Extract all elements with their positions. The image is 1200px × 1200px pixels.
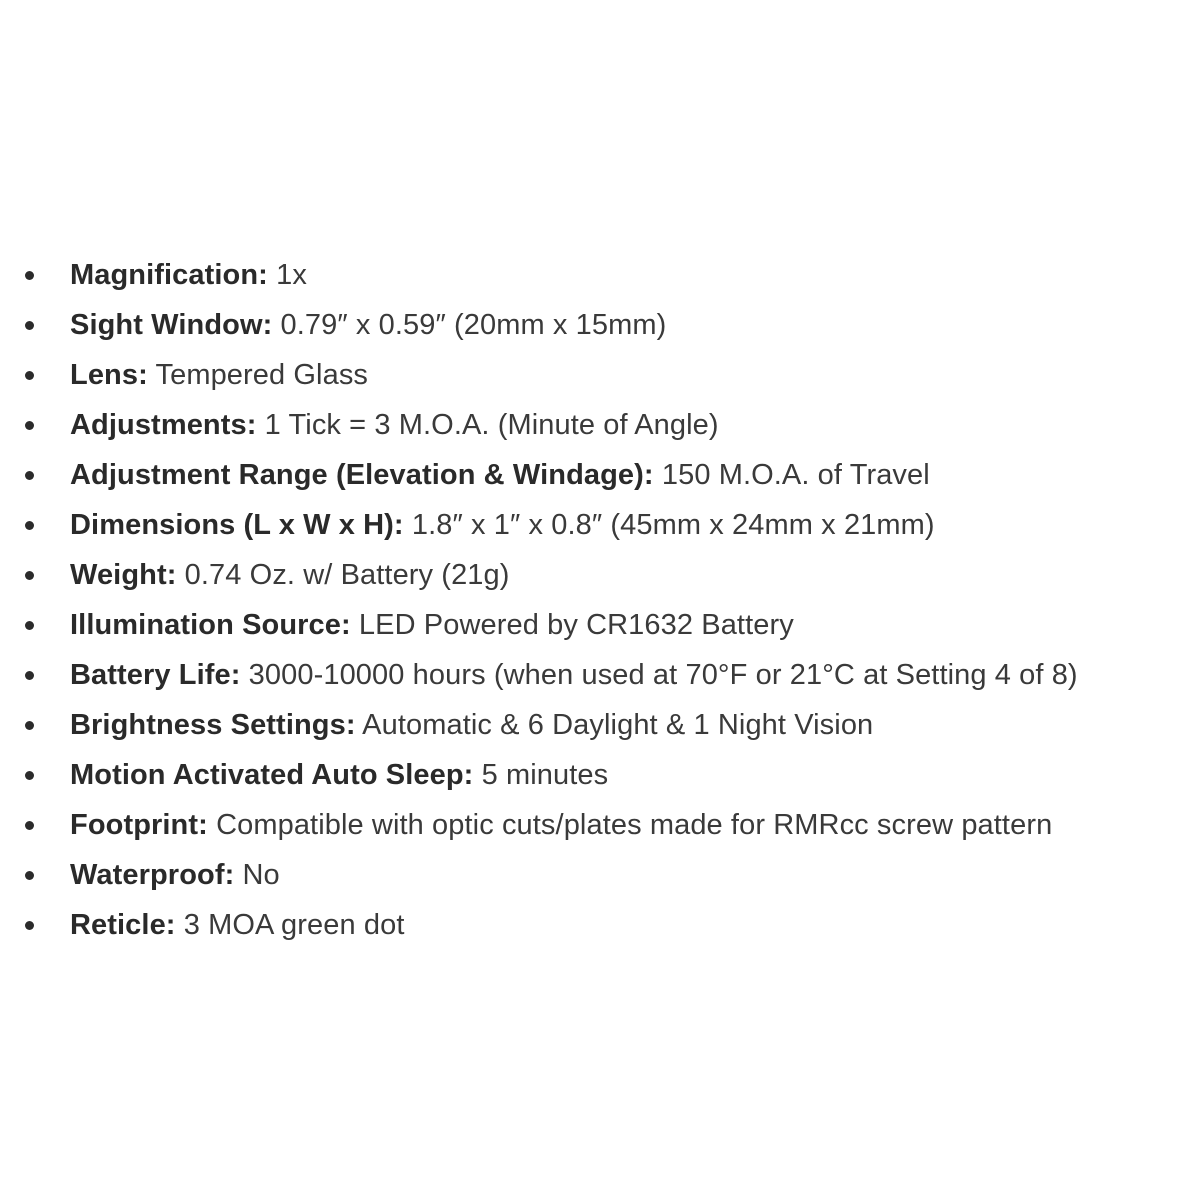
- spec-value: 1.8″ x 1″ x 0.8″ (45mm x 24mm x 21mm): [411, 509, 935, 541]
- spec-item-footprint: [0, 800, 1078, 850]
- spec-label: Adjustments:: [70, 409, 257, 441]
- spec-label: Footprint:: [70, 809, 208, 841]
- bullet-icon: [25, 671, 34, 680]
- bullet-icon: [25, 871, 34, 880]
- spec-value: 3000-10000 hours (when used at 70°F or 21°C at Setting 4 of 8): [248, 659, 1078, 691]
- bullet-icon: [25, 371, 34, 380]
- spec-item-adjustment-range: [0, 450, 1078, 500]
- spec-label: Lens:: [70, 359, 148, 391]
- bullet-icon: [25, 921, 34, 930]
- spec-value: 0.79″ x 0.59″ (20mm x 15mm): [280, 309, 667, 341]
- spec-label: Weight:: [70, 559, 177, 591]
- spec-item-weight: [0, 550, 1078, 600]
- spec-value: Automatic & 6 Daylight & 1 Night Vision: [362, 709, 874, 741]
- bullet-icon: [25, 471, 34, 480]
- spec-value: 150 M.O.A. of Travel: [661, 459, 930, 491]
- bullet-icon: [25, 621, 34, 630]
- spec-item-auto-sleep: [0, 750, 1078, 800]
- spec-item-lens: [0, 350, 1078, 400]
- spec-label: Magnification:: [70, 259, 268, 291]
- spec-item-illumination-source: [0, 600, 1078, 650]
- spec-label: Adjustment Range (Elevation & Windage):: [70, 459, 654, 491]
- spec-item-battery-life: [0, 650, 1078, 700]
- spec-item-reticle: [0, 900, 1078, 950]
- spec-list: [0, 250, 1078, 950]
- spec-item-waterproof: [0, 850, 1078, 900]
- spec-value: Compatible with optic cuts/plates made for RMRcc screw pattern: [216, 809, 1053, 841]
- bullet-icon: [25, 821, 34, 830]
- bullet-icon: [25, 271, 34, 280]
- spec-label: Sight Window:: [70, 309, 273, 341]
- spec-value: 1 Tick = 3 M.O.A. (Minute of Angle): [264, 409, 719, 441]
- spec-value: LED Powered by CR1632 Battery: [358, 609, 794, 641]
- spec-value: 0.74 Oz. w/ Battery (21g): [184, 559, 510, 591]
- bullet-icon: [25, 721, 34, 730]
- spec-value: Tempered Glass: [155, 359, 369, 391]
- spec-value: No: [242, 859, 280, 891]
- spec-label: Illumination Source:: [70, 609, 351, 641]
- spec-value: 1x: [276, 259, 307, 291]
- spec-value: 5 minutes: [481, 759, 609, 791]
- spec-label: Reticle:: [70, 909, 176, 941]
- spec-item-brightness-settings: [0, 700, 1078, 750]
- bullet-icon: [25, 771, 34, 780]
- spec-label: Motion Activated Auto Sleep:: [70, 759, 474, 791]
- bullet-icon: [25, 421, 34, 430]
- spec-item-magnification: [0, 250, 1078, 300]
- bullet-icon: [25, 321, 34, 330]
- spec-label: Brightness Settings:: [70, 709, 356, 741]
- spec-label: Battery Life:: [70, 659, 241, 691]
- spec-item-dimensions: [0, 500, 1078, 550]
- spec-item-sight-window: [0, 300, 1078, 350]
- spec-value: 3 MOA green dot: [183, 909, 405, 941]
- spec-item-adjustments: [0, 400, 1078, 450]
- spec-label: Waterproof:: [70, 859, 235, 891]
- bullet-icon: [25, 571, 34, 580]
- bullet-icon: [25, 521, 34, 530]
- spec-label: Dimensions (L x W x H):: [70, 509, 404, 541]
